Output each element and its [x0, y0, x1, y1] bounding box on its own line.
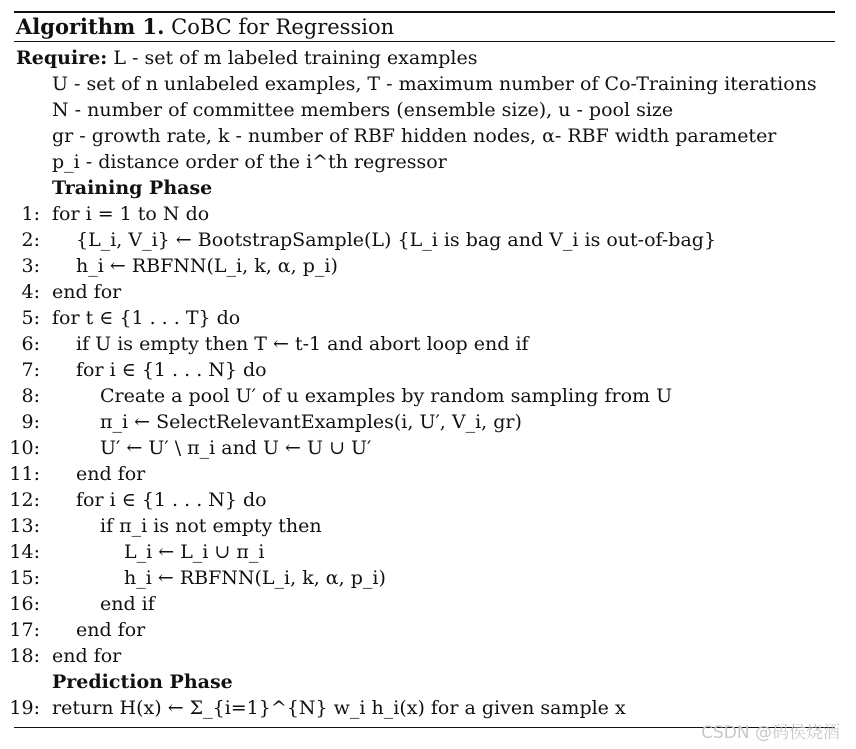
step-code: {L_i, V_i} ← BootstrapSample(L) {L_i is bag and V_i is out-of-bag}: [76, 229, 717, 251]
step-line: [0, 201, 856, 227]
step-code: Create a pool U′ of u examples by random sampling from U: [100, 385, 673, 407]
step-line: [0, 461, 856, 487]
step-line: [0, 513, 856, 539]
step-line: [0, 227, 856, 253]
title-rule: [14, 41, 835, 42]
step-number: 3:: [21, 255, 40, 277]
step-line: [0, 305, 856, 331]
step-line: [0, 617, 856, 643]
step-code: return H(x) ← Σ_{i=1}^{N} w_i h_i(x) for a given sample x: [52, 697, 626, 719]
step-line: [0, 591, 856, 617]
step-number: 4:: [21, 281, 40, 303]
step-line: [0, 383, 856, 409]
require-line-5: p_i - distance order of the i^th regressor: [52, 151, 447, 173]
step-number: 8:: [21, 385, 40, 407]
step-line: [0, 331, 856, 357]
step-line: [0, 565, 856, 591]
require-line-2: U - set of n unlabeled examples, T - maximum number of Co-Training iterations: [52, 73, 817, 95]
step-code: end for: [52, 281, 122, 303]
step-number: 19:: [9, 697, 40, 719]
step-number: 11:: [9, 463, 40, 485]
step-number: 10:: [9, 437, 40, 459]
step-number: 14:: [9, 541, 40, 563]
prediction-phase-heading: Prediction Phase: [52, 671, 233, 693]
require-line-4: gr - growth rate, k - number of RBF hidden nodes, α- RBF width parameter: [52, 125, 777, 147]
step-code: for i ∈ {1 . . . N} do: [76, 489, 267, 511]
step-code: if π_i is not empty then: [100, 515, 322, 537]
step-code: U′ ← U′ \ π_i and U ← U ∪ U′: [100, 437, 372, 459]
watermark: CSDN @码侯烧酒: [701, 723, 840, 743]
step-number: 2:: [21, 229, 40, 251]
step-line: [0, 435, 856, 461]
step-number: 16:: [9, 593, 40, 615]
require-text-1: L - set of m labeled training examples: [113, 47, 478, 69]
step-number: 18:: [9, 645, 40, 667]
step-line: [0, 409, 856, 435]
step-number: 6:: [21, 333, 40, 355]
step-code: end for: [76, 463, 146, 485]
algorithm-name: CoBC for Regression: [171, 15, 395, 39]
training-phase-heading: Training Phase: [52, 177, 213, 199]
step-code: end for: [76, 619, 146, 641]
step-line: [0, 279, 856, 305]
step-code: for i = 1 to N do: [52, 203, 210, 225]
step-number: 15:: [9, 567, 40, 589]
top-rule: [14, 11, 835, 13]
step-code: h_i ← RBFNN(L_i, k, α, p_i): [124, 567, 386, 589]
step-line: [0, 487, 856, 513]
step-code: for t ∈ {1 . . . T} do: [52, 307, 241, 329]
step-line: [0, 643, 856, 669]
step-number: 9:: [21, 411, 40, 433]
step-code: π_i ← SelectRelevantExamples(i, U′, V_i, gr): [100, 411, 522, 433]
step-number: 12:: [9, 489, 40, 511]
step-line: [0, 357, 856, 383]
algorithm-title: [16, 14, 394, 40]
step-code: for i ∈ {1 . . . N} do: [76, 359, 267, 381]
step-number: 5:: [21, 307, 40, 329]
step-code: end if: [100, 593, 155, 615]
require-line-1: [16, 45, 477, 71]
step-code: end for: [52, 645, 122, 667]
step-code: if U is empty then T ← t-1 and abort loop end if: [76, 333, 529, 355]
require-keyword: Require:: [16, 47, 108, 69]
step-number: 13:: [9, 515, 40, 537]
step-number: 17:: [9, 619, 40, 641]
step-number: 7:: [21, 359, 40, 381]
algorithm-label: Algorithm 1.: [16, 14, 165, 39]
step-line: [0, 253, 856, 279]
step-line: [0, 539, 856, 565]
step-code: L_i ← L_i ∪ π_i: [124, 541, 265, 563]
require-line-3: N - number of committee members (ensemble size), u - pool size: [52, 99, 674, 121]
step-code: h_i ← RBFNN(L_i, k, α, p_i): [76, 255, 338, 277]
step-number: 1:: [21, 203, 40, 225]
